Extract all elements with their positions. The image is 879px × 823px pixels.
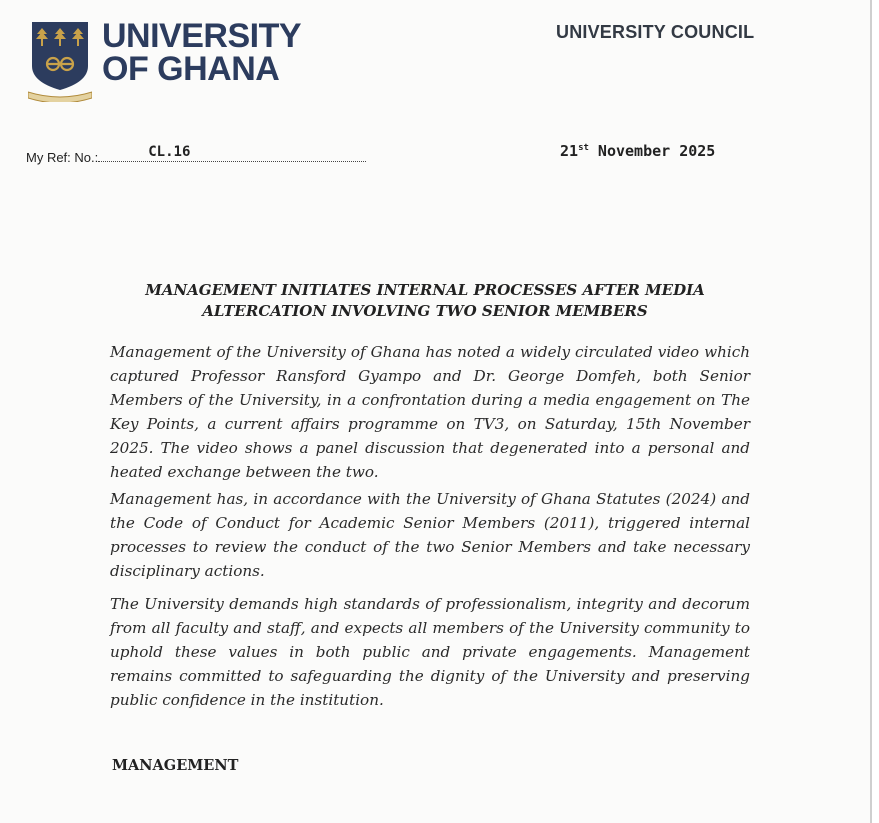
- date-suffix: st: [578, 143, 589, 153]
- letter-date: [560, 142, 715, 160]
- reference-label: My Ref: No.:: [26, 150, 99, 165]
- signoff: MANAGEMENT: [112, 757, 239, 774]
- reference-dotted-field: [98, 144, 366, 162]
- paragraph-2: Management has, in accordance with the University of Ghana Statutes (2024) and the Code of Conduct for Academic Senior Members (2011), triggered internal processes to review the conduct of the two Senior Members and take necessary disciplinary actions.: [110, 490, 750, 580]
- date-month-year: November 2025: [588, 142, 716, 160]
- wordmark-line-2: OF GHANA: [102, 50, 280, 88]
- university-wordmark: [102, 17, 302, 88]
- council-heading: UNIVERSITY COUNCIL: [556, 22, 755, 42]
- statement-title: MANAGEMENT INITIATES INTERNAL PROCESSES AFTER MEDIA ALTERCATION INVOLVING TWO SENIOR MEMBERS: [145, 281, 705, 320]
- reference-line: [26, 144, 366, 165]
- paragraph-3: The University demands high standards of professionalism, integrity and decorum from all faculty and staff, and expects all members of the University community to uphold these values in both public and private engagements. Management remains committed to safeguarding the dignity of the University and preserving public confidence in the institution.: [110, 595, 750, 709]
- wordmark-line-1: UNIVERSITY: [102, 17, 302, 55]
- paragraph-1: Management of the University of Ghana has noted a widely circulated video which captured Professor Ransford Gyampo and Dr. George Domfeh, both Senior Members of the University, in a confrontation during a media engagement on The Key Points, a current affairs programme on TV3, on Saturday, 15th November 2025. The video shows a panel discussion that degenerated into a personal and heated exchange between the two.: [110, 343, 750, 481]
- reference-number: CL.16: [148, 144, 191, 160]
- university-crest-icon: [28, 20, 92, 102]
- date-day: 21: [560, 142, 579, 160]
